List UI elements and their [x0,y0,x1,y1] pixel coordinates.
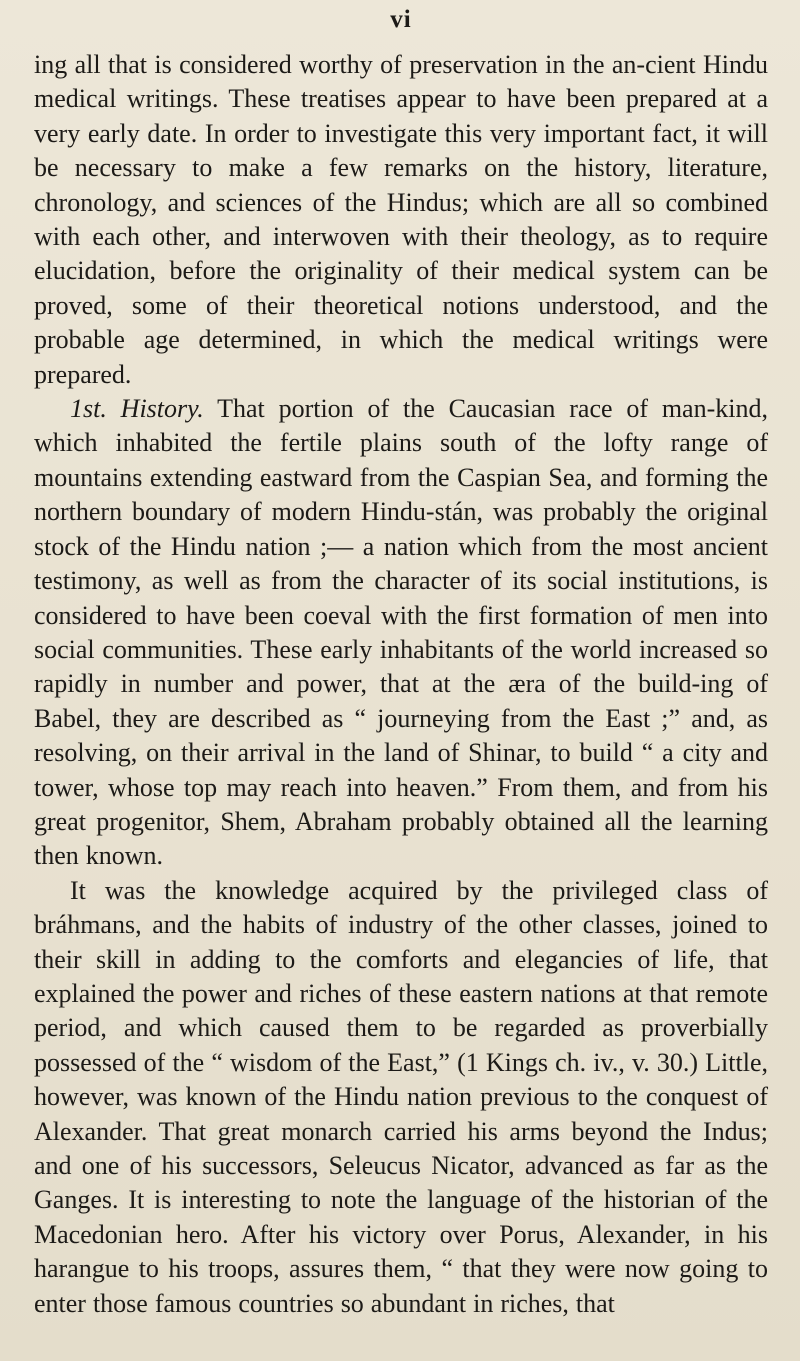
paragraph-intro: ing all that is considered worthy of preservation in the an-cient Hindu medical writings. These treatises appear to have been prepared at a very early date. In order to investigate this very important fact, it will be necessary to make a few remarks on the history, literature, chronology, and sciences of the Hindus; which are all so combined with each other, and interwoven with their theology, as to require elucidation, before the originality of their medical system can be proved, some of their theoretical notions understood, and the probable age determined, in which the medical writings were prepared. [34,50,768,389]
paragraph-history-text: That portion of the Caucasian race of man-kind, which inhabited the fertile plains south of the lofty range of mountains extending eastward from the Caspian Sea, and forming the northern boundary of modern Hindu-stán, was probably the original stock of the Hindu nation ;— a nation which from the most ancient testimony, as well as from the character of its social institutions, is considered to have been coeval with the first formation of men into social communities. These early inhabitants of the world increased so rapidly in number and power, that at the æra of the build-ing of Babel, they are described as “ journeying from the East ;” and, as resolving, on their arrival in the land of Shinar, to build “ a city and tower, whose top may reach into heaven.” From them, and from his great progenitor, Shem, Abraham probably obtained all the learning then known. [34,394,768,871]
body-text [34,48,768,1321]
paragraph-history [34,392,768,874]
section-heading-history: 1st. History. [70,394,204,424]
paragraph-knowledge: It was the knowledge acquired by the privileged class of bráhmans, and the habits of industry of the other classes, joined to their skill in adding to the comforts and elegancies of life, that explained the power and riches of these eastern nations at that remote period, and which caused them to be regarded as proverbially possessed of the “ wisdom of the East,” (1 Kings ch. iv., v. 30.) Little, however, was known of the Hindu nation previous to the conquest of Alexander. That great monarch carried his arms beyond the Indus; and one of his successors, Seleucus Nicator, advanced as far as the Ganges. It is interesting to note the language of the historian of the Macedonian hero. After his victory over Porus, Alexander, in his harangue to his troops, assures them, “ that they were now going to enter those famous countries so abundant in riches, that [34,875,768,1318]
page-number-header: vi [390,6,412,33]
